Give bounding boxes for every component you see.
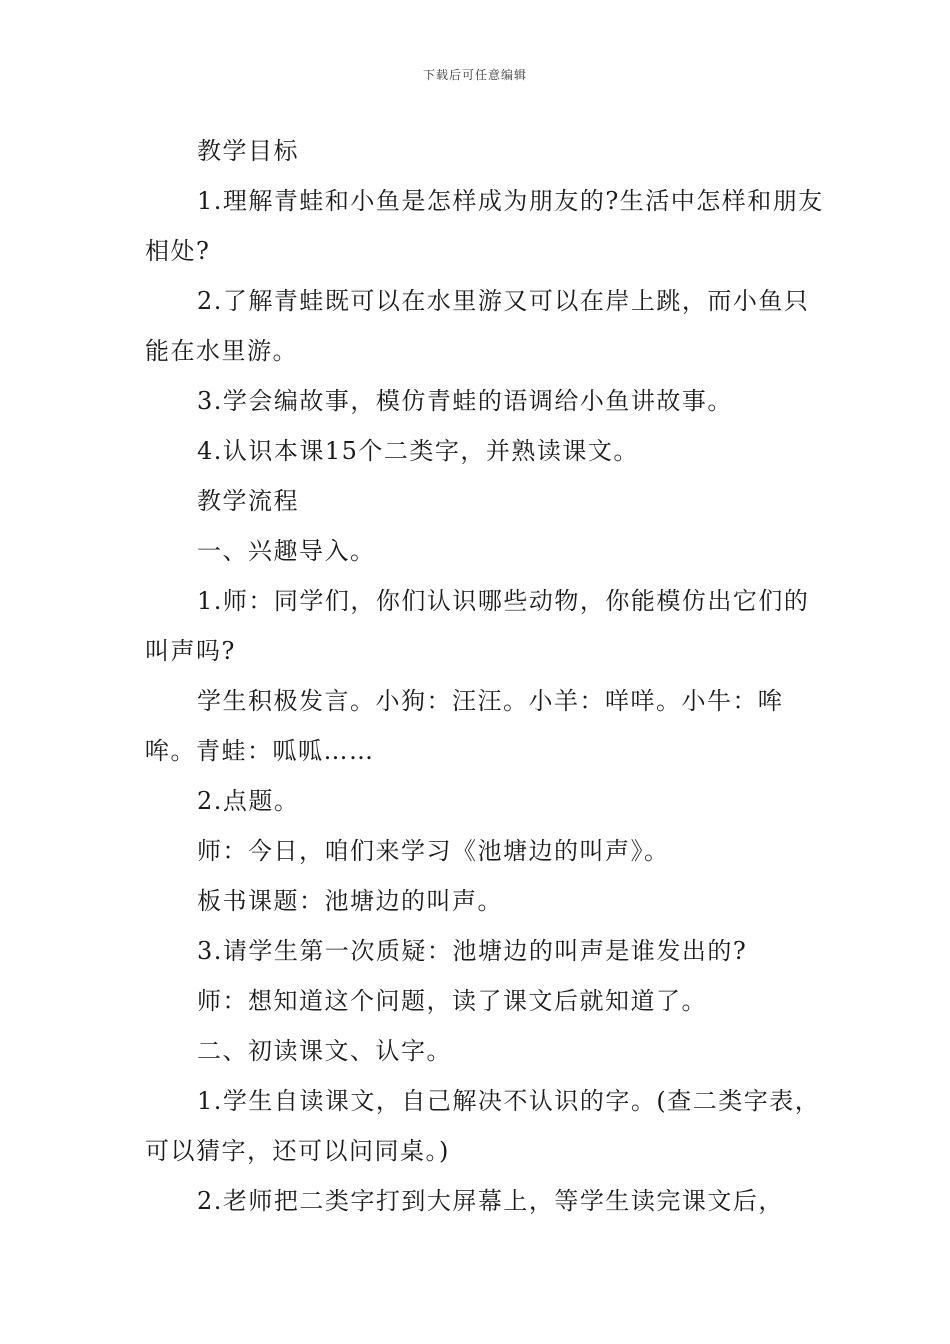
paragraph: 2.点题。 <box>197 787 300 815</box>
paragraph: 师：今日，咱们来学习《池塘边的叫声》。 <box>197 837 670 865</box>
section-heading-objectives: 教学目标 <box>197 137 299 165</box>
section-heading-process: 教学流程 <box>197 487 299 515</box>
paragraph: 学生积极发言。小狗：汪汪。小羊：咩咩。小牛：哞哞。青蛙：呱呱…… <box>145 687 784 765</box>
page-header: 下载后可任意编辑 <box>422 68 527 82</box>
paragraph: 4.认识本课15个二类字，并熟读课文。 <box>197 437 639 465</box>
paragraph: 3.学会编故事，模仿青蛙的语调给小鱼讲故事。 <box>197 387 733 415</box>
paragraph: 1.理解青蛙和小鱼是怎样成为朋友的?生活中怎样和朋友相处? <box>145 187 824 265</box>
paragraph: 2.老师把二类字打到大屏幕上，等学生读完课文后， <box>197 1187 784 1215</box>
paragraph: 一、兴趣导入。 <box>197 537 376 565</box>
document-body <box>145 126 825 1226</box>
paragraph: 师：想知道这个问题，读了课文后就知道了。 <box>197 987 707 1015</box>
paragraph: 3.请学生第一次质疑：池塘边的叫声是谁发出的? <box>197 937 748 965</box>
paragraph: 板书课题：池塘边的叫声。 <box>197 887 503 915</box>
paragraph: 2.了解青蛙既可以在水里游又可以在岸上跳，而小鱼只能在水里游。 <box>145 287 810 365</box>
paragraph: 二、初读课文、认字。 <box>197 1037 452 1065</box>
paragraph: 1.师：同学们，你们认识哪些动物，你能模仿出它们的叫声吗? <box>145 587 810 665</box>
paragraph: 1.学生自读课文，自己解决不认识的字。(查二类字表，可以猜字，还可以问同桌。) <box>145 1087 821 1165</box>
